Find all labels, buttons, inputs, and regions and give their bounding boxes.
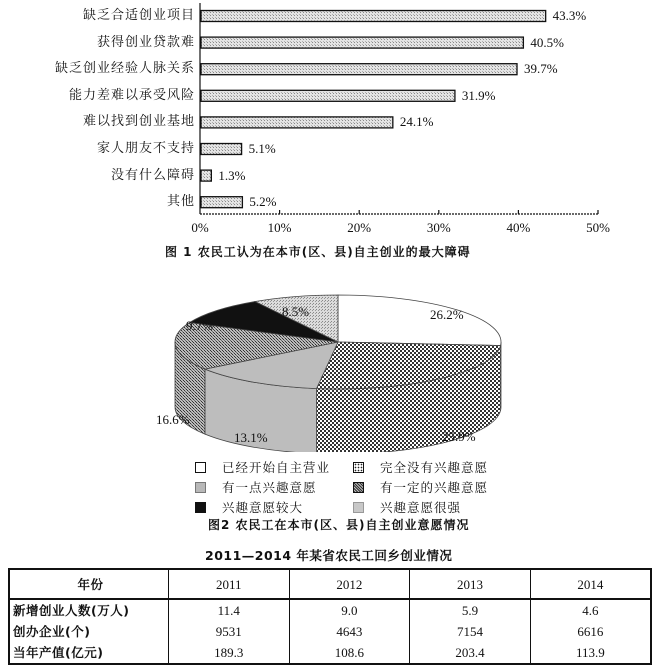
- legend-item: [195, 478, 317, 496]
- table-header-row: [9, 569, 651, 599]
- table-cell: 5.9: [410, 599, 531, 621]
- category-label: 获得创业贷款难: [96, 34, 195, 50]
- table-row-label: 创办企业(个): [9, 621, 169, 642]
- value-label: 43.3%: [552, 8, 587, 23]
- pie-slice-label: 26.2%: [430, 307, 464, 322]
- legend-swatch-icon: [195, 502, 206, 513]
- x-tick-label: 10%: [267, 220, 292, 235]
- category-label: 其他: [166, 194, 195, 210]
- pie-slice-label: 9.7%: [186, 318, 214, 333]
- x-tick-label: 40%: [506, 220, 531, 235]
- legend-item: [353, 458, 488, 476]
- value-label: 5.1%: [248, 141, 276, 156]
- value-label: 39.7%: [524, 61, 558, 77]
- category-label: 能力差难以承受风险: [68, 87, 195, 103]
- table-cell: 4.6: [530, 599, 651, 621]
- legend-label: 兴趣意愿较大: [222, 500, 304, 515]
- value-label: 24.1%: [399, 114, 434, 130]
- table-row: [9, 621, 651, 642]
- pie-slice-label: 13.1%: [234, 430, 268, 445]
- table-cell: 9531: [169, 621, 290, 642]
- table-header-cell: 年份: [9, 569, 169, 599]
- bar: [201, 90, 455, 101]
- legend-label: 有一定的兴趣意愿: [380, 480, 489, 495]
- category-label: 缺乏合适创业项目: [82, 8, 195, 23]
- legend-swatch-icon: [353, 462, 364, 473]
- table-cell: 6616: [530, 621, 651, 642]
- x-tick-label: 0%: [191, 220, 209, 235]
- table-title: 2011—2014 年某省农民工回乡创业情况: [205, 548, 453, 563]
- table-header-cell: 2013: [410, 569, 531, 599]
- value-label: 31.9%: [461, 87, 496, 103]
- legend-item: [353, 478, 488, 496]
- table-cell: 7154: [410, 621, 531, 642]
- table-cell: 11.4: [169, 599, 290, 621]
- table-header-cell: 2012: [289, 569, 410, 599]
- pie-slice-label: 16.6%: [156, 412, 190, 427]
- legend-swatch-icon: [195, 482, 206, 493]
- table-header-cell: 2014: [530, 569, 651, 599]
- figure-1-caption: 图 1 农民工认为在本市(区、县)自主创业的最大障碍: [165, 245, 471, 259]
- legend-swatch-icon: [353, 482, 364, 493]
- table-row-label: 当年产值(亿元): [9, 642, 169, 664]
- bar: [201, 37, 523, 48]
- data-table: [8, 568, 652, 665]
- bar: [201, 170, 211, 181]
- bar: [201, 144, 242, 155]
- category-label: 缺乏创业经验人脉关系: [54, 61, 195, 77]
- pie-slice: [338, 295, 501, 346]
- table-cell: 4643: [289, 621, 410, 642]
- legend-item: [195, 498, 303, 516]
- category-label: 家人朋友不支持: [96, 141, 195, 156]
- category-label: 没有什么障碍: [110, 167, 195, 183]
- table-header-cell: 2011: [169, 569, 290, 599]
- table-cell: 113.9: [530, 642, 651, 664]
- legend-item: [353, 498, 461, 516]
- legend-swatch-icon: [353, 502, 364, 513]
- legend-label: 兴趣意愿很强: [380, 500, 462, 515]
- value-label: 1.3%: [218, 167, 246, 183]
- bar: [201, 64, 517, 75]
- figure-2-caption: 图2 农民工在本市(区、县)自主创业意愿情况: [208, 518, 470, 532]
- bar: [201, 11, 546, 22]
- legend-swatch-icon: [195, 462, 206, 473]
- legend-label: 有一点兴趣意愿: [222, 480, 317, 495]
- table-row: [9, 642, 651, 664]
- table-cell: 9.0: [289, 599, 410, 621]
- value-label: 5.2%: [249, 194, 277, 210]
- table-cell: 203.4: [410, 642, 531, 664]
- bar: [201, 197, 242, 208]
- table-row-label: 新增创业人数(万人): [9, 599, 169, 621]
- pie-slice-label: 25.9%: [442, 429, 476, 444]
- value-label: 40.5%: [530, 34, 564, 50]
- x-tick-label: 50%: [586, 220, 610, 235]
- pie-slice-label: 8.5%: [282, 304, 310, 319]
- table-cell: 108.6: [289, 642, 410, 664]
- category-label: 难以找到创业基地: [82, 114, 195, 130]
- x-tick-label: 30%: [426, 220, 451, 235]
- legend-label: 已经开始自主营业: [222, 460, 331, 475]
- bar: [201, 117, 393, 128]
- x-tick-label: 20%: [347, 220, 372, 235]
- table-row: [9, 599, 651, 621]
- legend-label: 完全没有兴趣意愿: [380, 460, 489, 475]
- legend-item: [195, 458, 330, 476]
- table-cell: 189.3: [169, 642, 290, 664]
